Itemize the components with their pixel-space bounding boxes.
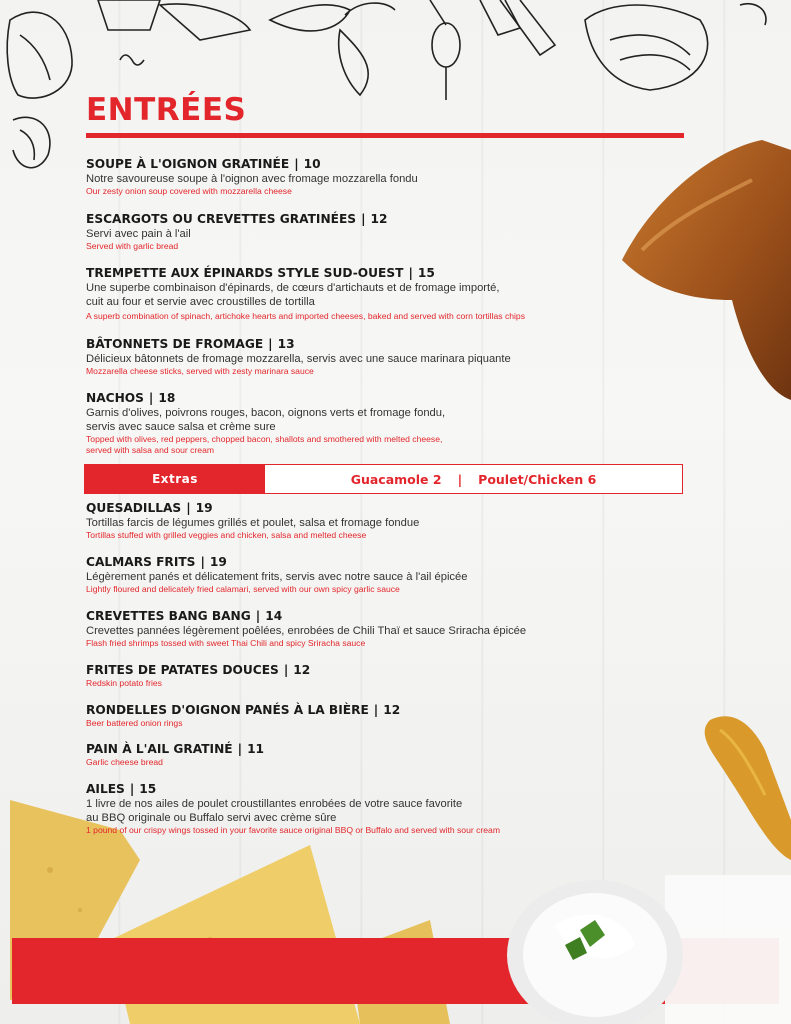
item-description-en: Tortillas stuffed with grilled veggies and chicken, salsa and melted cheese [86, 530, 367, 540]
item-name: AILES [86, 782, 125, 796]
item-price: 15 [417, 266, 435, 280]
menu-item-nachos: NACHOS | 18 Garnis d'olives, poivrons rouges, bacon, oignons verts et fromage fondu, servis avec sauce salsa et crème sure Topped with olives, red peppers, chopped bacon, shallots and smothered with melted cheese, served with salsa and sour cream [86, 391, 646, 456]
item-description-en: Served with garlic bread [86, 241, 179, 251]
item-name: BÂTONNETS DE FROMAGE [86, 337, 264, 351]
item-price: 12 [293, 663, 311, 677]
item-name: CALMARS FRITS [86, 555, 196, 569]
item-description-fr: servis avec sauce salsa et crème sure [86, 421, 276, 433]
extras-values [265, 465, 682, 493]
cheese-stick-image [690, 710, 791, 870]
garlic-sketch-illustration [8, 110, 58, 180]
menu-item-escargots: ESCARGOTS OU CREVETTES GRATINÉES | 12 Servi avec pain à l'ail Served with garlic bread [86, 212, 646, 252]
item-description-en: Redskin potato fries [86, 678, 162, 688]
item-description-en: Garlic cheese bread [86, 757, 163, 767]
item-description-en: Our zesty onion soup covered with mozzarella cheese [86, 186, 292, 196]
item-name: TREMPETTE AUX ÉPINARDS STYLE SUD-OUEST [86, 266, 404, 280]
item-name: NACHOS [86, 391, 144, 405]
item-description-fr: au BBQ originale ou Buffalo servi avec crème sûre [86, 812, 337, 824]
menu-item-trempette: TREMPETTE AUX ÉPINARDS STYLE SUD-OUEST | 15 Une superbe combinaison d'épinards, de cœurs d'artichauts et de fromage importé, cuit au four et servie avec croustilles de tortilla A superb combination of spinach, artichoke hearts and imported cheeses, baked and served with corn tortillas chips [86, 266, 646, 322]
item-price: 18 [158, 391, 176, 405]
item-name: RONDELLES D'OIGNON PANÉS À LA BIÈRE [86, 703, 369, 717]
extras-divider: | [457, 471, 463, 487]
menu-item-calmars: CALMARS FRITS | 19 Légèrement panés et délicatement frits, servis avec notre sauce à l'ail épicée Lightly floured and delicately fried calamari, served with our own spicy garlic sauce [86, 555, 646, 595]
menu-item-crevettes-bang-bang: CREVETTES BANG BANG | 14 Crevettes pannées légèrement poêlées, enrobées de Chili Thaï et sauce Sriracha épicée Flash fried shrimps tossed with sweet Thai Chili and spicy Sriracha sauce [86, 609, 646, 649]
item-price: 10 [303, 157, 321, 171]
menu-item-soupe: SOUPE À L'OIGNON GRATINÉE | 10 Notre savoureuse soupe à l'oignon avec fromage mozzarella fondu Our zesty onion soup covered with mozzarella cheese [86, 157, 646, 197]
item-description-fr: Crevettes pannées légèrement poêlées, enrobées de Chili Thaï et sauce Sriracha épicée [86, 625, 527, 637]
item-name: CREVETTES BANG BANG [86, 609, 251, 623]
item-description-en: served with salsa and sour cream [86, 445, 215, 455]
item-name: ESCARGOTS OU CREVETTES GRATINÉES [86, 212, 357, 226]
item-price: 11 [247, 742, 265, 756]
item-price: 19 [195, 501, 213, 515]
item-name: QUESADILLAS [86, 501, 182, 515]
menu-item-batonnets: BÂTONNETS DE FROMAGE | 13 Délicieux bâtonnets de fromage mozzarella, servis avec une sauce marinara piquante Mozzarella cheese sticks, served with zesty marinara sauce [86, 337, 646, 377]
item-description-fr: 1 livre de nos ailes de poulet croustillantes enrobées de votre sauce favorite [86, 798, 463, 810]
item-description-fr: Légèrement panés et délicatement frits, servis avec notre sauce à l'ail épicée [86, 571, 468, 583]
menu-item-frites-patates: FRITES DE PATATES DOUCES | 12 Redskin potato fries [86, 663, 646, 689]
item-description-fr: Tortillas farcis de légumes grillés et poulet, salsa et fromage fondue [86, 517, 420, 529]
item-description-fr: Délicieux bâtonnets de fromage mozzarella, servis avec une sauce marinara piquante [86, 353, 511, 365]
item-description-en: Lightly floured and delicately fried calamari, served with our own spicy garlic sauce [86, 584, 400, 594]
menu-item-ailes: AILES | 15 1 livre de nos ailes de poulet croustillantes enrobées de votre sauce favorite au BBQ originale ou Buffalo servi avec crème sûre 1 pound of our crispy wings tossed in your favorite sauce original BBQ or Buffalo and served with sour cream [86, 782, 646, 836]
food-sketch-illustration [0, 0, 791, 100]
item-description-en: Mozzarella cheese sticks, served with zesty marinara sauce [86, 366, 314, 376]
item-name: SOUPE À L'OIGNON GRATINÉE [86, 157, 290, 171]
menu-item-rondelles: RONDELLES D'OIGNON PANÉS À LA BIÈRE | 12 Beer battered onion rings [86, 703, 646, 729]
item-price: 12 [383, 703, 401, 717]
extras-label: Extras [85, 465, 265, 493]
item-description-en: A superb combination of spinach, artichoke hearts and imported cheeses, baked and served with corn tortillas chips [86, 311, 526, 321]
menu-item-pain-ail: PAIN À L'AIL GRATINÉ | 11 Garlic cheese bread [86, 742, 646, 768]
item-description-en: 1 pound of our crispy wings tossed in your favorite sauce original BBQ or Buffalo and served with sour cream [86, 825, 500, 835]
item-price: 12 [370, 212, 388, 226]
menu-item-quesadillas: QUESADILLAS | 19 Tortillas farcis de légumes grillés et poulet, salsa et fromage fondue Tortillas stuffed with grilled veggies and chicken, salsa and melted cheese [86, 501, 646, 541]
item-description-en: Flash fried shrimps tossed with sweet Thai Chili and spicy Sriracha sauce [86, 638, 366, 648]
item-price: 13 [277, 337, 295, 351]
title-underline [86, 133, 684, 138]
item-name: FRITES DE PATATES DOUCES [86, 663, 279, 677]
item-price: 15 [139, 782, 157, 796]
item-price: 14 [265, 609, 283, 623]
item-name: PAIN À L'AIL GRATINÉ [86, 742, 233, 756]
item-description-en: Beer battered onion rings [86, 718, 183, 728]
page-title: ENTRÉES [86, 92, 247, 128]
item-description-fr: Servi avec pain à l'ail [86, 228, 191, 240]
extras-bar [84, 464, 683, 494]
item-description-fr: Notre savoureuse soupe à l'oignon avec fromage mozzarella fondu [86, 173, 418, 185]
sour-cream-bowl-image [505, 875, 791, 1024]
item-description-fr: Une superbe combinaison d'épinards, de cœurs d'artichauts et de fromage importé, [86, 282, 500, 294]
item-description-en: Topped with olives, red peppers, chopped bacon, shallots and smothered with melted cheese, [86, 434, 443, 444]
extra-chicken: Poulet/Chicken 6 [478, 471, 597, 487]
item-price: 19 [209, 555, 227, 569]
item-description-fr: cuit au four et servie avec croustilles de tortilla [86, 296, 315, 308]
item-description-fr: Garnis d'olives, poivrons rouges, bacon, oignons verts et fromage fondu, [86, 407, 446, 419]
extra-guacamole: Guacamole 2 [350, 471, 442, 487]
